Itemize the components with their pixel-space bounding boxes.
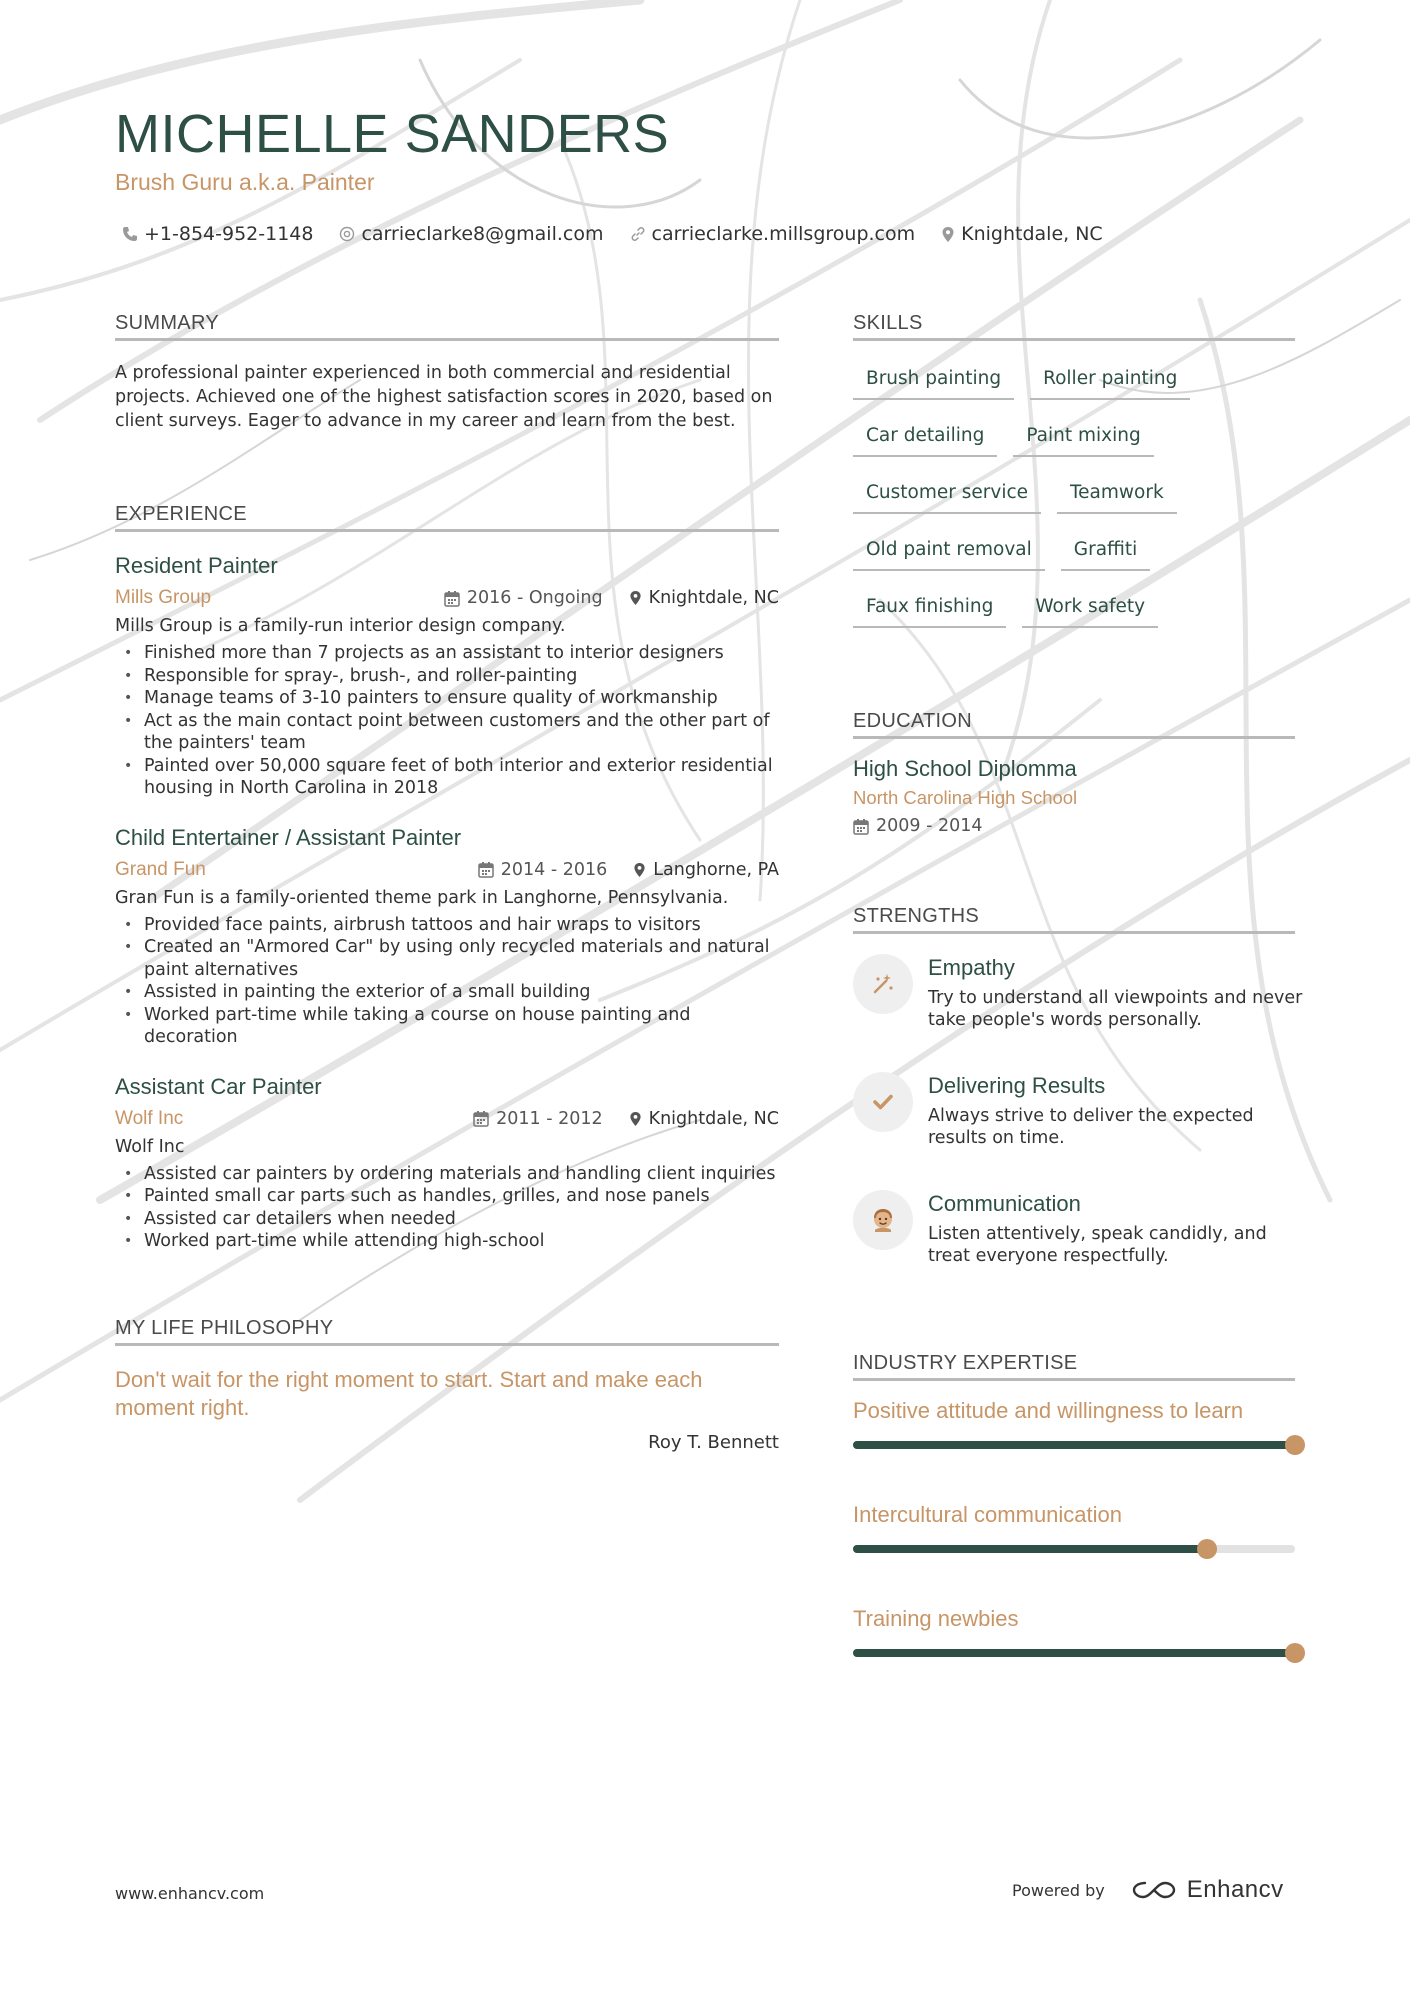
- job-description: Wolf Inc: [115, 1136, 185, 1157]
- philosophy-heading: MY LIFE PHILOSOPHY: [115, 1315, 779, 1346]
- job-meta-row: [115, 584, 779, 612]
- skill-tag: Car detailing: [853, 418, 997, 457]
- job-title: Child Entertainer / Assistant Painter: [115, 824, 462, 850]
- calendar-icon: [853, 818, 869, 835]
- skill-tag: Faux finishing: [853, 589, 1006, 628]
- job-bullet: • Provided face paints, airbrush tattoos and hair wraps to visitors: [115, 914, 779, 937]
- calendar-icon: [444, 590, 460, 607]
- job-location: [633, 856, 779, 884]
- email-address: carrieclarke8@gmail.com: [361, 223, 604, 245]
- job-bullet: • Worked part-time while taking a course on house painting and decoration: [115, 1004, 779, 1049]
- enhancv-logo-icon: [1131, 1878, 1177, 1902]
- education-school: North Carolina High School: [853, 787, 1078, 808]
- summary-text: A professional painter experienced in both commercial and residential projects. Achieved one of the highest satisfaction scores in 2020, based on client surveys. Eager to advance in my career and learn from the best.: [115, 363, 773, 431]
- expertise-bar: [853, 1441, 1295, 1449]
- magic-wand-icon: [853, 954, 913, 1014]
- contact-phone[interactable]: [122, 223, 313, 245]
- strength-description: Listen attentively, speak candidly, and treat everyone respectfully.: [928, 1224, 1267, 1266]
- job-bullet: • Worked part-time while attending high-school: [115, 1230, 779, 1253]
- contact-location: [941, 223, 1103, 245]
- expertise-item: [853, 1397, 1295, 1501]
- expertise-bar-knob: [1285, 1435, 1305, 1455]
- job-dates: [444, 584, 603, 612]
- map-pin-icon: [633, 862, 646, 878]
- job-meta: [473, 1105, 779, 1133]
- footer-branding: [1012, 1876, 1284, 1904]
- job-date-range: 2014 - 2016: [500, 859, 608, 880]
- expertise-label: Positive attitude and willingness to learn: [853, 1398, 1244, 1423]
- experience-list: [115, 552, 779, 1253]
- powered-by-label: Powered by: [1012, 1880, 1105, 1900]
- expertise-bar: [853, 1545, 1295, 1553]
- job-bullet: • Assisted car painters by ordering materials and handling client inquiries: [115, 1163, 779, 1186]
- company-name[interactable]: Wolf Inc: [115, 1107, 184, 1129]
- skill-tag: Work safety: [1022, 589, 1158, 628]
- strengths-heading: STRENGTHS: [853, 903, 1295, 934]
- education-heading: EDUCATION: [853, 708, 1295, 739]
- strength-item: [853, 1190, 1295, 1308]
- expertise-list: [853, 1397, 1295, 1709]
- job-description: Gran Fun is a family-oriented theme park in Langhorne, Pennsylvania.: [115, 887, 729, 908]
- job-meta-row: [115, 856, 779, 884]
- strength-title: Delivering Results: [928, 1073, 1106, 1098]
- checkmark-icon: [853, 1072, 913, 1132]
- left-column: [115, 310, 779, 1453]
- map-pin-icon: [629, 1111, 642, 1127]
- map-pin-icon: [941, 226, 955, 243]
- job-location-text: Knightdale, NC: [648, 588, 779, 608]
- experience-entry: [115, 824, 779, 1049]
- skill-tag: Teamwork: [1057, 475, 1177, 514]
- company-name[interactable]: Mills Group: [115, 587, 212, 608]
- summary-heading: SUMMARY: [115, 310, 779, 341]
- skill-tag: Paint mixing: [1013, 418, 1153, 457]
- job-bullet: • Assisted in painting the exterior of a small building: [115, 981, 779, 1004]
- job-location-text: Knightdale, NC: [648, 1108, 779, 1129]
- job-bullet: • Responsible for spray-, brush-, and roller-painting: [115, 665, 779, 688]
- skill-tag: Graffiti: [1061, 532, 1151, 571]
- strength-title: Communication: [928, 1191, 1081, 1216]
- company-name[interactable]: Grand Fun: [115, 858, 206, 880]
- job-bullets: [115, 914, 779, 1049]
- footer-website[interactable]: www.enhancv.com: [115, 1884, 265, 1903]
- education-degree: High School Diplomma: [853, 756, 1077, 781]
- phone-icon: [122, 226, 138, 242]
- job-title: Assistant Car Painter: [115, 1073, 322, 1099]
- link-icon: [630, 226, 646, 242]
- strength-item: [853, 954, 1303, 1072]
- job-bullets: [115, 1163, 779, 1253]
- job-location: [629, 584, 779, 612]
- strength-item: [853, 1072, 1295, 1190]
- job-bullet: • Assisted car detailers when needed: [115, 1208, 779, 1231]
- skill-tag: Roller painting: [1030, 361, 1190, 400]
- job-bullet: • Manage teams of 3-10 painters to ensure quality of workmanship: [115, 687, 779, 710]
- phone-number: +1-854-952-1148: [144, 223, 314, 245]
- job-bullet: • Painted over 50,000 square feet of both interior and exterior residential housing in North Carolina in 2018: [115, 755, 779, 800]
- expertise-bar: [853, 1649, 1295, 1657]
- map-pin-icon: [629, 590, 642, 606]
- skill-tag: Old paint removal: [853, 532, 1045, 571]
- strength-description: Always strive to deliver the expected results on time.: [928, 1106, 1254, 1148]
- calendar-icon: [478, 861, 494, 878]
- expertise-label: Intercultural communication: [853, 1502, 1123, 1527]
- experience-heading: EXPERIENCE: [115, 501, 779, 532]
- skill-tag: Customer service: [853, 475, 1041, 514]
- expertise-bar-knob: [1197, 1539, 1217, 1559]
- expertise-bar-knob: [1285, 1643, 1305, 1663]
- philosophy-quote: Don't wait for the right moment to start. Start and make each moment right.: [115, 1366, 703, 1420]
- skill-tag: Brush painting: [853, 361, 1014, 400]
- expertise-bar-fill: [853, 1441, 1295, 1449]
- job-dates: [478, 856, 608, 884]
- location-text: Knightdale, NC: [961, 223, 1103, 245]
- enhancv-brand[interactable]: Enhancv: [1186, 1876, 1284, 1903]
- quote-author: Roy T. Bennett: [648, 1431, 779, 1453]
- job-bullet: • Act as the main contact point between customers and the other part of the painters' team: [115, 710, 779, 755]
- expertise-item: [853, 1605, 1295, 1709]
- job-meta: [478, 856, 779, 884]
- expertise-item: [853, 1501, 1295, 1605]
- job-bullet: • Finished more than 7 projects as an assistant to interior designers: [115, 642, 779, 665]
- person-talking-icon: [853, 1190, 913, 1250]
- contact-bar: [122, 219, 1129, 249]
- candidate-name: MICHELLE SANDERS: [115, 104, 670, 164]
- job-location-text: Langhorne, PA: [653, 859, 779, 880]
- expertise-bar-fill: [853, 1545, 1207, 1553]
- contact-email[interactable]: [339, 223, 603, 245]
- job-meta: [444, 584, 779, 612]
- job-meta-row: [115, 1105, 779, 1133]
- job-location: [629, 1105, 779, 1133]
- skills-heading: SKILLS: [853, 310, 1295, 341]
- expertise-bar-fill: [853, 1649, 1295, 1657]
- candidate-title: Brush Guru a.k.a. Painter: [115, 169, 375, 195]
- experience-entry: [115, 1073, 779, 1253]
- calendar-icon: [473, 1110, 489, 1127]
- job-date-range: 2011 - 2012: [496, 1108, 603, 1129]
- experience-entry: [115, 552, 779, 800]
- job-bullet: • Created an "Armored Car" by using only recycled materials and natural paint alternatives: [115, 936, 779, 981]
- expertise-label: Training newbies: [853, 1606, 1019, 1631]
- job-bullet: • Painted small car parts such as handles, grilles, and nose panels: [115, 1185, 779, 1208]
- website-url: carrieclarke.millsgroup.com: [651, 223, 916, 245]
- job-bullets: [115, 642, 779, 800]
- education-date-range: 2009 - 2014: [876, 816, 983, 836]
- strength-description: Try to understand all viewpoints and never take people's words personally.: [928, 988, 1303, 1030]
- job-title: Resident Painter: [115, 553, 278, 578]
- education-dates: [853, 813, 1295, 839]
- skills-list: [853, 361, 1313, 646]
- strength-title: Empathy: [928, 955, 1015, 980]
- job-date-range: 2016 - Ongoing: [466, 588, 603, 608]
- job-description: Mills Group is a family-run interior design company.: [115, 616, 566, 636]
- contact-website[interactable]: [630, 223, 916, 245]
- expertise-heading: INDUSTRY EXPERTISE: [853, 1350, 1295, 1381]
- right-column: [853, 310, 1303, 1709]
- at-sign-icon: [339, 226, 355, 242]
- strengths-list: [853, 954, 1303, 1308]
- job-dates: [473, 1105, 603, 1133]
